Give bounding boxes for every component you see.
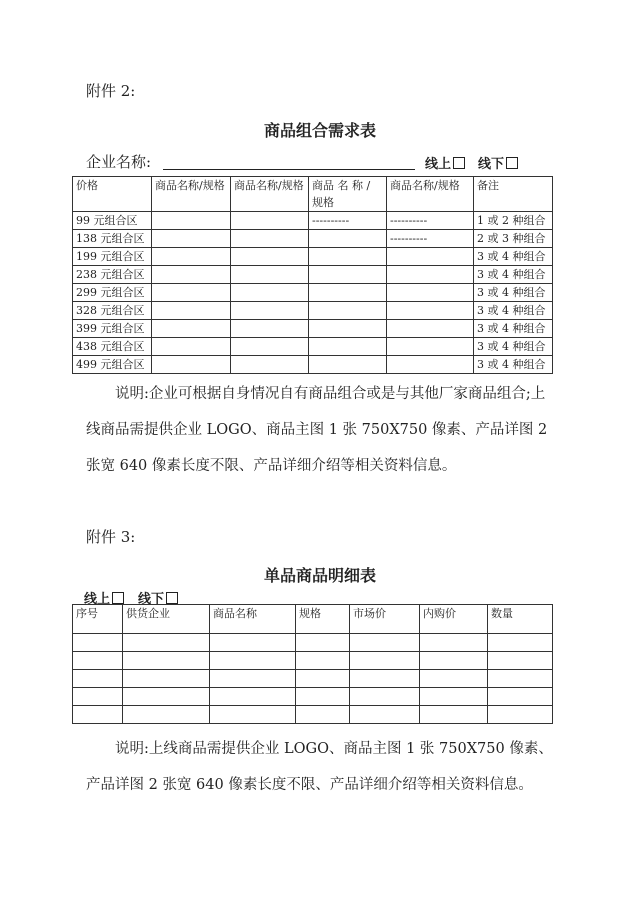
- table-cell[interactable]: [309, 284, 387, 302]
- offline-checkbox[interactable]: [478, 153, 518, 172]
- table-cell[interactable]: [210, 652, 296, 670]
- company-name-label: 企业名称:: [86, 153, 152, 171]
- single-table: [72, 604, 553, 724]
- table-cell[interactable]: [210, 670, 296, 688]
- table-cell[interactable]: [309, 356, 387, 374]
- table-cell[interactable]: [309, 248, 387, 266]
- table-cell[interactable]: [123, 688, 210, 706]
- table-row: [73, 248, 553, 266]
- table-cell[interactable]: 2 或 3 种组合: [474, 230, 553, 248]
- table-cell[interactable]: [123, 670, 210, 688]
- table-cell[interactable]: [152, 302, 231, 320]
- table-cell[interactable]: [488, 634, 553, 652]
- table-cell[interactable]: [296, 670, 350, 688]
- table-cell[interactable]: [231, 212, 309, 230]
- table-cell[interactable]: 1 或 2 种组合: [474, 212, 553, 230]
- table-cell: 438 元组合区: [73, 338, 152, 356]
- offline-box-icon[interactable]: [506, 157, 518, 169]
- table-cell[interactable]: [123, 634, 210, 652]
- header-cell: 商品名称/规格: [152, 177, 231, 212]
- table-row: [73, 688, 553, 706]
- table-cell[interactable]: [296, 706, 350, 724]
- table-cell: 199 元组合区: [73, 248, 152, 266]
- table-cell[interactable]: [350, 706, 420, 724]
- table-cell[interactable]: [387, 338, 474, 356]
- single-online-label: 线上: [84, 592, 111, 607]
- table-row: [73, 284, 553, 302]
- table-cell[interactable]: ----------: [387, 212, 474, 230]
- table-cell[interactable]: [309, 302, 387, 320]
- table-cell: 399 元组合区: [73, 320, 152, 338]
- table-cell: 328 元组合区: [73, 302, 152, 320]
- table-row: [73, 266, 553, 284]
- table-cell[interactable]: [420, 634, 488, 652]
- table-cell[interactable]: [231, 248, 309, 266]
- header-cell: 市场价: [350, 605, 420, 634]
- table-cell[interactable]: [152, 356, 231, 374]
- table-cell[interactable]: 3 或 4 种组合: [474, 338, 553, 356]
- table-cell[interactable]: [309, 338, 387, 356]
- table-cell[interactable]: [231, 266, 309, 284]
- table-cell[interactable]: [488, 688, 553, 706]
- table-cell: 299 元组合区: [73, 284, 152, 302]
- table-cell[interactable]: [152, 230, 231, 248]
- table-cell[interactable]: [231, 338, 309, 356]
- header-cell: 供货企业: [123, 605, 210, 634]
- table-cell[interactable]: [152, 266, 231, 284]
- table-cell[interactable]: [152, 212, 231, 230]
- table-row: [73, 338, 553, 356]
- table-cell[interactable]: [210, 634, 296, 652]
- table-cell: 499 元组合区: [73, 356, 152, 374]
- table-cell[interactable]: [73, 652, 123, 670]
- table-cell[interactable]: [296, 652, 350, 670]
- table-cell[interactable]: [296, 688, 350, 706]
- header-cell: 价格: [73, 177, 152, 212]
- table-cell[interactable]: [350, 688, 420, 706]
- table-row: [73, 652, 553, 670]
- table-row: [73, 706, 553, 724]
- table-cell[interactable]: [73, 706, 123, 724]
- table-cell[interactable]: [309, 320, 387, 338]
- table-row: [73, 302, 553, 320]
- table-row: [73, 634, 553, 652]
- table-cell[interactable]: [231, 230, 309, 248]
- table-cell: 138 元组合区: [73, 230, 152, 248]
- table-cell[interactable]: [73, 670, 123, 688]
- table-cell[interactable]: ----------: [387, 230, 474, 248]
- table-cell[interactable]: [231, 302, 309, 320]
- table-cell: 238 元组合区: [73, 266, 152, 284]
- online-label: 线上: [425, 157, 452, 172]
- table-cell[interactable]: [420, 706, 488, 724]
- online-box-icon[interactable]: [453, 157, 465, 169]
- header-cell: 备注: [474, 177, 553, 212]
- header-cell: 数量: [488, 605, 553, 634]
- table-cell[interactable]: 3 或 4 种组合: [474, 248, 553, 266]
- attachment3-label: 附件 3:: [86, 528, 136, 546]
- table-cell[interactable]: [420, 688, 488, 706]
- table-cell[interactable]: [210, 688, 296, 706]
- single-offline-box-icon[interactable]: [166, 592, 178, 604]
- header-cell: 商品名称: [210, 605, 296, 634]
- combo-note: 说明:企业可根据自身情况自有商品组合或是与其他厂家商品组合;上线商品需提供企业 LOGO、商品主图 1 张 750X750 像素、产品详图 2 张宽 640 像素长度不限、产品详细介绍等相关资料信息。: [86, 386, 548, 474]
- table-cell[interactable]: [350, 652, 420, 670]
- table-cell[interactable]: [420, 670, 488, 688]
- table-cell[interactable]: [152, 338, 231, 356]
- table-header-row: [73, 177, 553, 212]
- table-cell[interactable]: [152, 284, 231, 302]
- table-cell[interactable]: [231, 320, 309, 338]
- table-cell[interactable]: [488, 670, 553, 688]
- table-cell[interactable]: [231, 284, 309, 302]
- table-cell[interactable]: 3 或 4 种组合: [474, 266, 553, 284]
- table-cell[interactable]: [152, 248, 231, 266]
- single-offline-label: 线下: [138, 592, 165, 607]
- company-name-field[interactable]: [163, 151, 415, 170]
- table-row: [73, 356, 553, 374]
- table-cell[interactable]: [488, 706, 553, 724]
- header-cell: 规格: [296, 605, 350, 634]
- table-cell[interactable]: [488, 652, 553, 670]
- table-cell[interactable]: [123, 706, 210, 724]
- header-cell: 商品 名 称 / 规格: [309, 177, 387, 212]
- table-cell[interactable]: 3 或 4 种组合: [474, 302, 553, 320]
- table-cell[interactable]: [231, 356, 309, 374]
- table-row: [73, 212, 553, 230]
- table-cell[interactable]: [387, 302, 474, 320]
- table-cell[interactable]: [387, 248, 474, 266]
- table-cell[interactable]: [350, 670, 420, 688]
- table-cell[interactable]: 3 或 4 种组合: [474, 356, 553, 374]
- table-cell[interactable]: ----------: [309, 212, 387, 230]
- attachment2-label: 附件 2:: [86, 82, 136, 100]
- single-online-box-icon[interactable]: [112, 592, 124, 604]
- offline-label: 线下: [478, 157, 505, 172]
- single-table-title: 单品商品明细表: [263, 566, 376, 585]
- table-cell[interactable]: [296, 634, 350, 652]
- table-cell[interactable]: [73, 634, 123, 652]
- header-cell: 内购价: [420, 605, 488, 634]
- table-header-row: [73, 605, 553, 634]
- table-cell[interactable]: [387, 320, 474, 338]
- table-cell[interactable]: [309, 266, 387, 284]
- header-cell: 商品名称/规格: [231, 177, 309, 212]
- table-row: [73, 230, 553, 248]
- table-cell[interactable]: [387, 356, 474, 374]
- header-cell: 商品名称/规格: [387, 177, 474, 212]
- table-cell: 99 元组合区: [73, 212, 152, 230]
- header-cell: 序号: [73, 605, 123, 634]
- online-checkbox[interactable]: [425, 153, 465, 172]
- table-cell[interactable]: [73, 688, 123, 706]
- table-cell[interactable]: [123, 652, 210, 670]
- table-cell[interactable]: [387, 266, 474, 284]
- table-cell[interactable]: [387, 284, 474, 302]
- table-cell[interactable]: 3 或 4 种组合: [474, 284, 553, 302]
- table-cell[interactable]: [350, 634, 420, 652]
- table-cell[interactable]: [152, 320, 231, 338]
- table-row: [73, 320, 553, 338]
- combo-table: [72, 176, 553, 374]
- combo-table-title: 商品组合需求表: [263, 121, 376, 140]
- table-cell[interactable]: [210, 706, 296, 724]
- single-note: 说明:上线商品需提供企业 LOGO、商品主图 1 张 750X750 像素、产品详图 2 张宽 640 像素长度不限、产品详细介绍等相关资料信息。: [86, 741, 553, 793]
- table-cell[interactable]: 3 或 4 种组合: [474, 320, 553, 338]
- table-cell[interactable]: [309, 230, 387, 248]
- table-row: [73, 670, 553, 688]
- table-cell[interactable]: [420, 652, 488, 670]
